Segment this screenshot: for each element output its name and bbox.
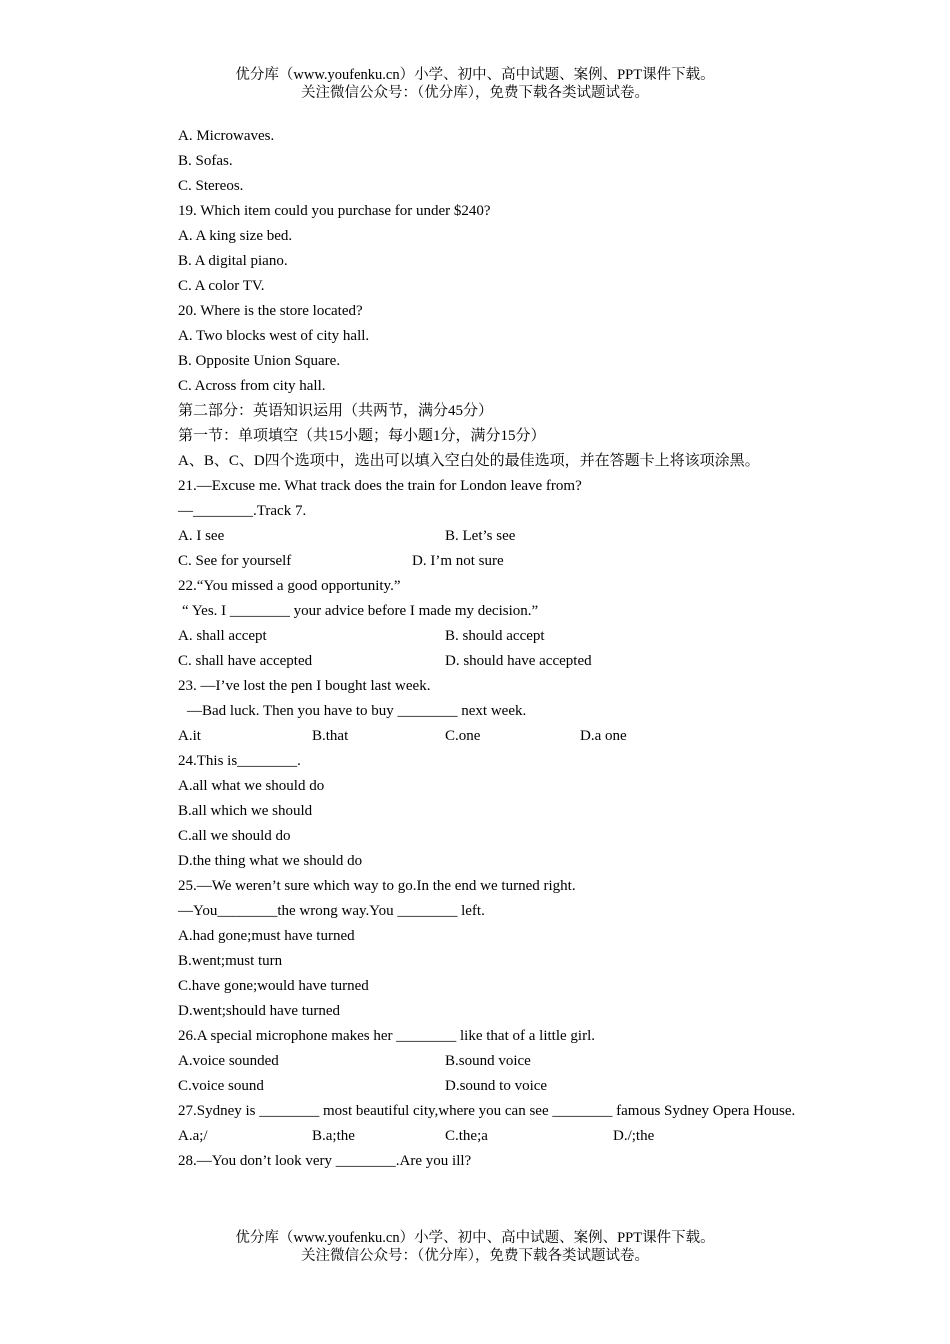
question-21 <box>0 474 950 499</box>
question-stem: 28.—You don’t look very ________.Are you ill? <box>178 1153 472 1169</box>
question-stem: 20. Where is the store located? <box>178 303 363 319</box>
option-b: B. Let’s see <box>445 528 516 544</box>
option-a: A. shall accept <box>178 628 267 644</box>
question-22 <box>0 574 950 599</box>
header-line-1: 优分库（www.youfenku.cn）小学、初中、高中试题、案例、PPT课件下载。 <box>235 67 715 83</box>
option-d: D./;the <box>613 1128 655 1144</box>
instructions: A、B、C、D四个选项中，选出可以填入空白处的最佳选项，并在答题卡上将该项涂黑。 <box>178 453 760 469</box>
option: A. A king size bed. <box>178 228 293 244</box>
question-26 <box>0 1024 950 1049</box>
option: B. Opposite Union Square. <box>178 353 341 369</box>
answer-line <box>0 499 950 524</box>
dialogue-line: —You________the wrong way.You ________ left. <box>178 903 485 919</box>
option-d: D.the thing what we should do <box>178 853 363 869</box>
footer-line-2: 关注微信公众号：（优分库），免费下载各类试题试卷。 <box>301 1248 649 1264</box>
question-24 <box>0 749 950 774</box>
answer-line <box>0 899 950 924</box>
question-stem: 24.This is________. <box>178 753 301 769</box>
section-heading: 第一节：单项填空（共15小题；每小题1分，满分15分） <box>178 428 546 444</box>
section-heading: 第二部分：英语知识运用（共两节，满分45分） <box>178 403 494 419</box>
option-line <box>0 149 950 174</box>
option-line <box>0 799 950 824</box>
question-stem: 22.“You missed a good opportunity.” <box>178 578 401 594</box>
option-b: B.sound voice <box>445 1053 531 1069</box>
option-d: D. I’m not sure <box>412 553 504 569</box>
option-c: C.have gone;would have turned <box>178 978 369 994</box>
option-b: B.a;the <box>312 1128 355 1144</box>
answer-line <box>0 599 950 624</box>
option-line <box>0 974 950 999</box>
option-line <box>0 249 950 274</box>
option-a: A.all what we should do <box>178 778 325 794</box>
option-row <box>0 649 950 674</box>
option-line <box>0 999 950 1024</box>
option-line <box>0 924 950 949</box>
page-header <box>0 66 950 102</box>
option-b: B.that <box>312 728 349 744</box>
option-row <box>0 1124 950 1149</box>
option: B. A digital piano. <box>178 253 288 269</box>
option: C. Across from city hall. <box>178 378 326 394</box>
option-line <box>0 124 950 149</box>
option-c: C.the;a <box>445 1128 488 1144</box>
document-body <box>0 124 950 1174</box>
question-25 <box>0 874 950 899</box>
question-stem: 26.A special microphone makes her ________ like that of a little girl. <box>178 1028 595 1044</box>
option: A. Microwaves. <box>178 128 275 144</box>
question-28 <box>0 1149 950 1174</box>
option-line <box>0 174 950 199</box>
option-row <box>0 549 950 574</box>
option: B. Sofas. <box>178 153 233 169</box>
option-d: D. should have accepted <box>445 653 592 669</box>
option-c: C.voice sound <box>178 1078 264 1094</box>
dialogue-line: —Bad luck. Then you have to buy ________ next week. <box>187 703 527 719</box>
page-footer <box>0 1229 950 1265</box>
option-d: D.went;should have turned <box>178 1003 341 1019</box>
option-row <box>0 624 950 649</box>
option-d: D.sound to voice <box>445 1078 548 1094</box>
option-c: C. shall have accepted <box>178 653 313 669</box>
option-line <box>0 949 950 974</box>
footer-line-1: 优分库（www.youfenku.cn）小学、初中、高中试题、案例、PPT课件下载。 <box>235 1230 715 1246</box>
option-d: D.a one <box>580 728 627 744</box>
option-a: A. I see <box>178 528 225 544</box>
question-27-stem: 27.Sydney is ________ most beautiful city,where you can see ________ famous Sydney Opera House. <box>178 1103 796 1119</box>
answer-line <box>0 699 950 724</box>
option-row <box>0 1049 950 1074</box>
option-a: A.had gone;must have turned <box>178 928 355 944</box>
dialogue-line: “ Yes. I ________ your advice before I made my decision.” <box>182 603 539 619</box>
part-2-title <box>0 399 950 424</box>
question-stem: 21.—Excuse me. What track does the train for London leave from? <box>178 478 582 494</box>
option-c: C. See for yourself <box>178 553 292 569</box>
option-line <box>0 324 950 349</box>
option-a: A.a;/ <box>178 1128 208 1144</box>
option-line <box>0 349 950 374</box>
option-row <box>0 524 950 549</box>
question-stem: 25.—We weren’t sure which way to go.In the end we turned right. <box>178 878 576 894</box>
option-line <box>0 274 950 299</box>
option-line <box>0 374 950 399</box>
option-line <box>0 224 950 249</box>
option-a: A.voice sounded <box>178 1053 279 1069</box>
option-c: C.one <box>445 728 481 744</box>
option-c: C.all we should do <box>178 828 291 844</box>
option-line <box>0 824 950 849</box>
header-line-2: 关注微信公众号：（优分库），免费下载各类试题试卷。 <box>301 85 649 101</box>
option-a: A.it <box>178 728 201 744</box>
question-23 <box>0 674 950 699</box>
option-b: B.went;must turn <box>178 953 283 969</box>
option-line <box>0 849 950 874</box>
option: A. Two blocks west of city hall. <box>178 328 370 344</box>
question-20 <box>0 299 950 324</box>
question-19 <box>0 199 950 224</box>
question-stem: 23. —I’ve lost the pen I bought last week. <box>178 678 431 694</box>
option: C. Stereos. <box>178 178 244 194</box>
option-b: B.all which we should <box>178 803 313 819</box>
option-b: B. should accept <box>445 628 545 644</box>
option: C. A color TV. <box>178 278 265 294</box>
option-row <box>0 724 950 749</box>
section-1-title <box>0 424 950 449</box>
option-line <box>0 774 950 799</box>
option-row <box>0 1074 950 1099</box>
question-stem: 19. Which item could you purchase for under $240? <box>178 203 491 219</box>
dialogue-line: —________.Track 7. <box>178 503 307 519</box>
